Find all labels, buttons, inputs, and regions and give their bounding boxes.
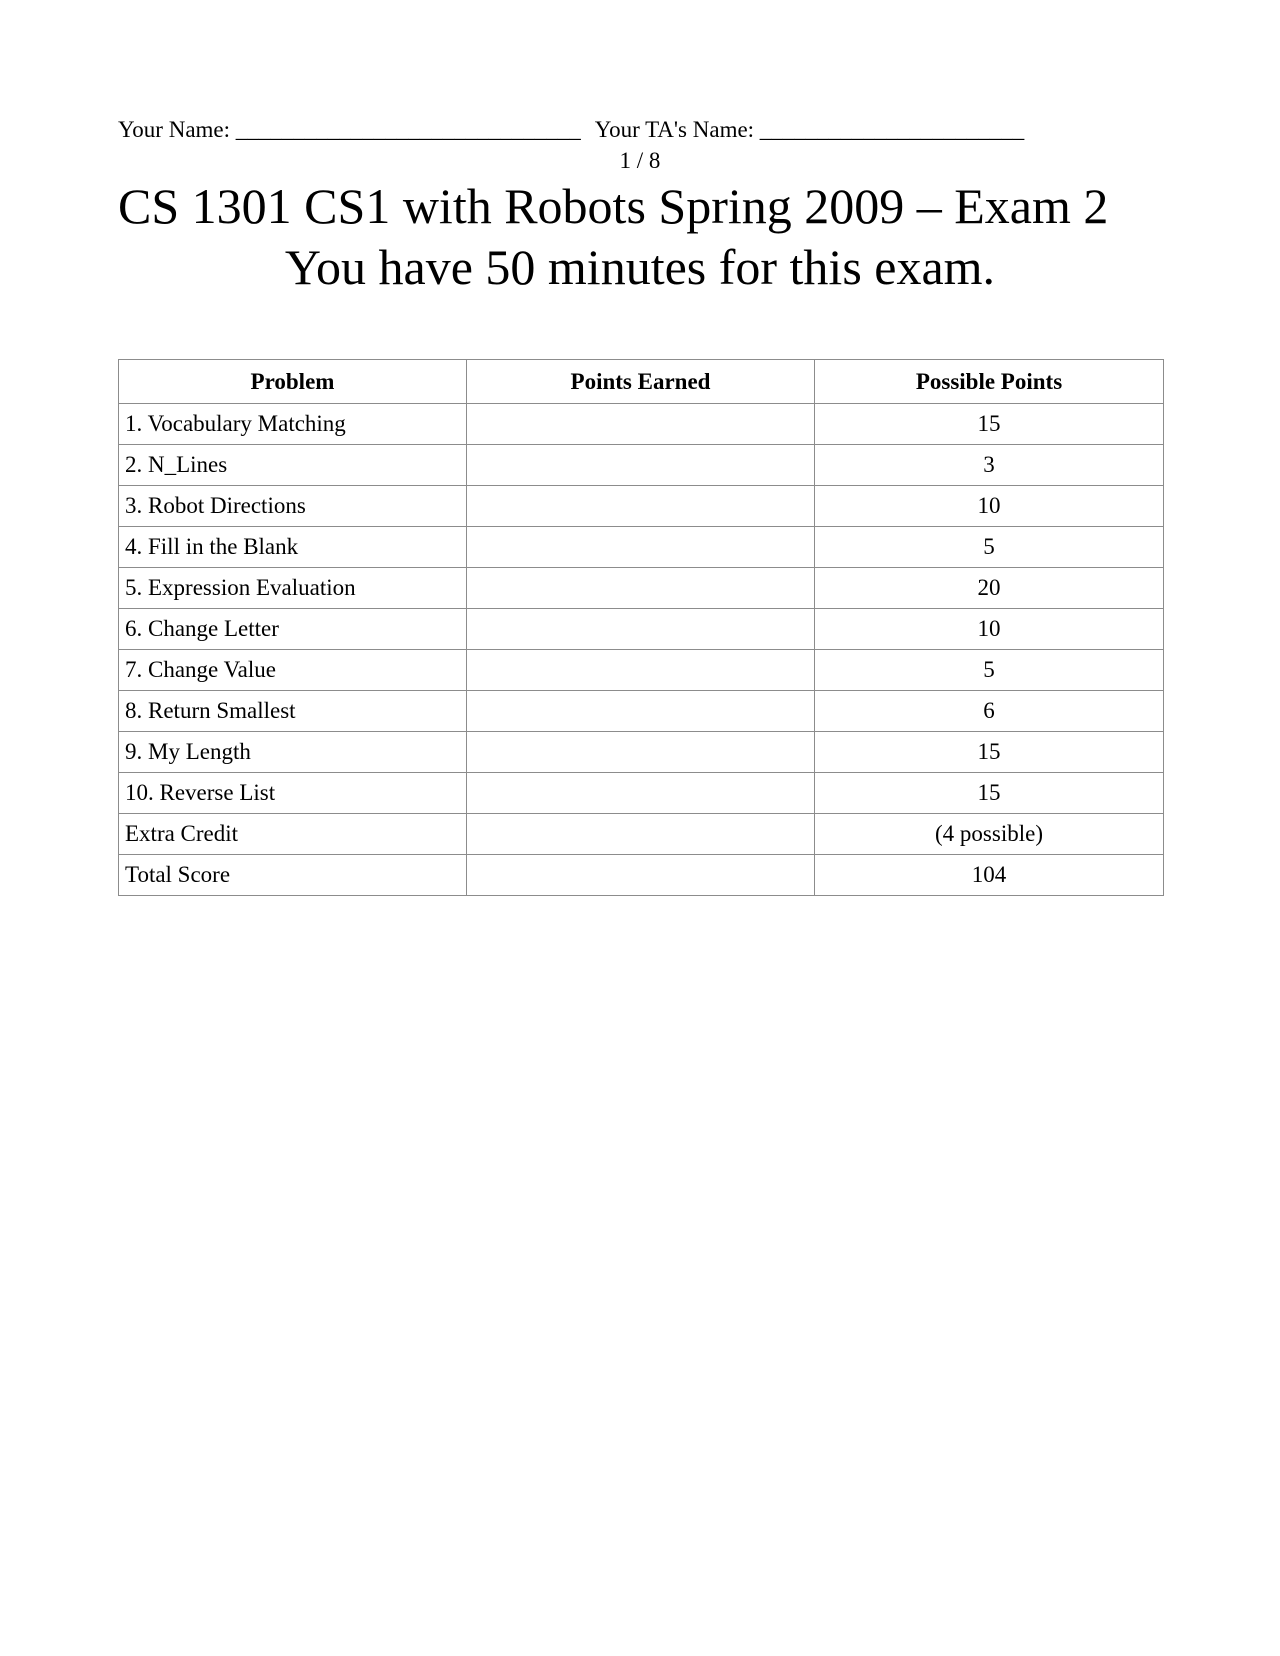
points-earned-cell xyxy=(467,568,815,609)
points-earned-cell xyxy=(467,732,815,773)
problem-cell: 7. Change Value xyxy=(119,650,467,691)
points-earned-cell xyxy=(467,609,815,650)
possible-points-cell: 10 xyxy=(815,609,1164,650)
points-earned-cell xyxy=(467,486,815,527)
problem-cell: 8. Return Smallest xyxy=(119,691,467,732)
points-earned-cell xyxy=(467,404,815,445)
problem-cell: 5. Expression Evaluation xyxy=(119,568,467,609)
table-row xyxy=(119,691,1164,732)
ta-name-field[interactable]: Your TA's Name: _______________________ xyxy=(594,117,1025,142)
header-possible-points: Possible Points xyxy=(815,360,1164,404)
table-row xyxy=(119,609,1164,650)
points-earned-cell xyxy=(467,691,815,732)
problem-cell: 9. My Length xyxy=(119,732,467,773)
possible-points-cell: 5 xyxy=(815,527,1164,568)
table-row xyxy=(119,568,1164,609)
table-row xyxy=(119,404,1164,445)
points-earned-cell xyxy=(467,445,815,486)
page-number: 1 / 8 xyxy=(619,148,661,173)
table-row xyxy=(119,527,1164,568)
points-earned-cell xyxy=(467,814,815,855)
header-points-earned: Points Earned xyxy=(467,360,815,404)
possible-points-cell: 10 xyxy=(815,486,1164,527)
problem-cell: 2. N_Lines xyxy=(119,445,467,486)
score-table xyxy=(118,359,1164,896)
problem-cell: 1. Vocabulary Matching xyxy=(119,404,467,445)
table-header-row xyxy=(119,360,1164,404)
points-earned-cell xyxy=(467,527,815,568)
possible-points-cell: 3 xyxy=(815,445,1164,486)
exam-time-notice: You have 50 minutes for this exam. xyxy=(284,239,996,295)
possible-points-cell: (4 possible) xyxy=(815,814,1164,855)
table-row xyxy=(119,773,1164,814)
exam-title: CS 1301 CS1 with Robots Spring 2009 – Exam 2 xyxy=(118,178,1109,234)
possible-points-cell: 104 xyxy=(815,855,1164,896)
possible-points-cell: 20 xyxy=(815,568,1164,609)
points-earned-cell xyxy=(467,773,815,814)
possible-points-cell: 15 xyxy=(815,404,1164,445)
header-problem: Problem xyxy=(119,360,467,404)
problem-cell: Total Score xyxy=(119,855,467,896)
problem-cell: 10. Reverse List xyxy=(119,773,467,814)
table-row xyxy=(119,814,1164,855)
points-earned-cell xyxy=(467,650,815,691)
problem-cell: 4. Fill in the Blank xyxy=(119,527,467,568)
possible-points-cell: 15 xyxy=(815,732,1164,773)
possible-points-cell: 5 xyxy=(815,650,1164,691)
table-row xyxy=(119,445,1164,486)
table-row xyxy=(119,486,1164,527)
table-row xyxy=(119,855,1164,896)
problem-cell: 6. Change Letter xyxy=(119,609,467,650)
your-name-field[interactable]: Your Name: ______________________________ xyxy=(118,117,581,142)
problem-cell: Extra Credit xyxy=(119,814,467,855)
name-fields-line xyxy=(118,117,1024,143)
points-earned-cell xyxy=(467,855,815,896)
possible-points-cell: 15 xyxy=(815,773,1164,814)
table-row xyxy=(119,650,1164,691)
problem-cell: 3. Robot Directions xyxy=(119,486,467,527)
possible-points-cell: 6 xyxy=(815,691,1164,732)
table-row xyxy=(119,732,1164,773)
